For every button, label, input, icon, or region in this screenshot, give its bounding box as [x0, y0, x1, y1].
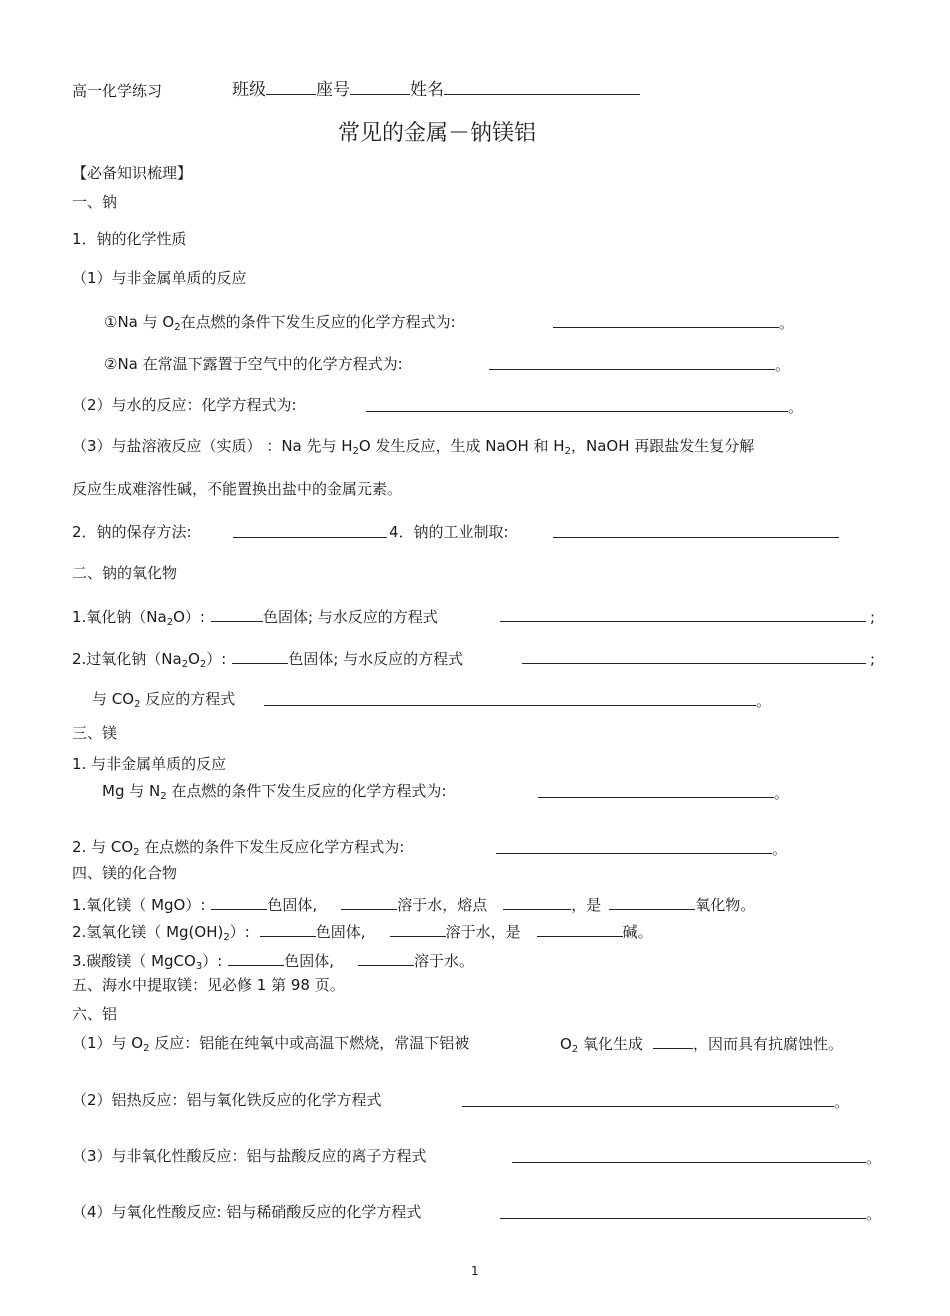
- na2o2-co2-answer-line: [264, 690, 771, 711]
- seat-label: 座号: [316, 80, 350, 100]
- al-thermite-blank[interactable]: [462, 1091, 834, 1107]
- text: O: [188, 650, 200, 668]
- period: 。: [772, 840, 788, 858]
- al-heading: 六、铝: [72, 1005, 118, 1023]
- na2o2-eq-answer-line: [522, 648, 875, 669]
- al-thermite: （2）铝热反应：铝与氧化铁反应的化学方程式: [72, 1091, 382, 1109]
- al-acid1-blank[interactable]: [512, 1147, 866, 1163]
- text: 2.氢氧化镁（ Mg(OH): [72, 923, 224, 941]
- sub: 2: [134, 699, 141, 710]
- sodium-storage-answer-line: [233, 522, 387, 543]
- al-acid2-answer-line: [500, 1203, 881, 1224]
- sodium-q1-sub: 2: [174, 322, 181, 333]
- text: O: [560, 1035, 572, 1053]
- class-blank[interactable]: [266, 79, 316, 95]
- mgoh2-type-blank[interactable]: [537, 921, 623, 937]
- mgco3-line: [72, 950, 474, 971]
- course-label: 高一化学练习: [72, 82, 163, 100]
- seat-blank[interactable]: [350, 79, 410, 95]
- text: （1）与 O: [72, 1034, 144, 1052]
- sodium-industry-answer-line: [553, 522, 839, 543]
- al-acid2-blank[interactable]: [500, 1203, 866, 1219]
- page-number: 1: [471, 1264, 479, 1278]
- mgoh2-color-blank[interactable]: [260, 921, 316, 937]
- al-acid1-answer-line: [512, 1147, 881, 1168]
- sub: 2: [133, 847, 140, 858]
- sub: 2: [143, 1043, 150, 1054]
- text: 氧化生成: [578, 1035, 643, 1053]
- page-title: 常见的金属－钠镁铝: [338, 121, 537, 146]
- al-o2-cont: [560, 1033, 843, 1054]
- name-label: 姓名: [410, 80, 444, 100]
- text: 溶于水，是: [445, 923, 521, 941]
- sodium-q1-blank[interactable]: [553, 312, 779, 328]
- period: 。: [788, 398, 804, 416]
- text: 2.过氧化钠（Na: [72, 650, 182, 668]
- period: 。: [779, 314, 795, 332]
- sodium-water-answer-line: [366, 396, 803, 417]
- na2o2-co2: [92, 689, 235, 709]
- sodium-chem-props: 1．钠的化学性质: [72, 230, 187, 248]
- text: 在点燃的条件下发生反应的化学方程式为:: [166, 782, 447, 800]
- mgo-line: [72, 894, 755, 915]
- na2o-color-blank[interactable]: [211, 606, 263, 622]
- period: 。: [866, 1149, 882, 1167]
- class-label: 班级: [232, 80, 266, 100]
- al-acid1: （3）与非氧化性酸反应：铝与盐酸反应的离子方程式: [72, 1147, 427, 1165]
- sub: 2: [166, 617, 174, 628]
- na2o2-color-blank[interactable]: [232, 648, 288, 664]
- period: 。: [866, 1205, 882, 1223]
- text: ）:: [229, 923, 250, 941]
- sub: 2: [199, 659, 207, 670]
- sodium-q2-answer-line: [489, 354, 790, 375]
- mgoh2-sol-blank[interactable]: [390, 921, 446, 937]
- sodium-oxide-heading: 二、钠的氧化物: [72, 564, 178, 582]
- mgo-mp-blank[interactable]: [503, 894, 571, 910]
- mgoh2-line: [72, 921, 653, 942]
- sodium-heading: 一、钠: [72, 193, 118, 211]
- sub: 2: [160, 791, 167, 802]
- period: 。: [834, 1093, 850, 1111]
- sodium-water-blank[interactable]: [366, 396, 788, 412]
- sodium-nonmetal: （1）与非金属单质的反应: [72, 269, 247, 287]
- sodium-salt-text2: O 发生反应，生成 NaOH 和 H: [358, 437, 565, 455]
- mgo-color-blank[interactable]: [211, 894, 267, 910]
- sodium-q2-blank[interactable]: [489, 354, 775, 370]
- text: 1.氧化镁（ MgO）:: [72, 896, 206, 914]
- text: 1.氧化钠（Na: [72, 608, 167, 626]
- mg-n2: [102, 781, 446, 801]
- na2o-eq-answer-line: [500, 606, 875, 627]
- student-info-line: [232, 79, 640, 100]
- text: Mg 与 N: [102, 782, 161, 800]
- text: 溶于水，熔点: [397, 896, 488, 914]
- mg-heading: 三、镁: [72, 724, 118, 742]
- text: 色固体; 与水反应的方程式: [262, 608, 438, 626]
- text: ）:: [206, 650, 227, 668]
- na2o2-eq-blank[interactable]: [522, 648, 866, 664]
- text: 碱。: [622, 923, 653, 941]
- al-oxide-blank[interactable]: [653, 1033, 693, 1049]
- period: 。: [774, 784, 790, 802]
- sodium-storage-blank[interactable]: [233, 522, 387, 538]
- sodium-q1: [104, 312, 456, 332]
- sodium-q1-text: ①Na 与 O: [104, 313, 175, 331]
- na2o2-co2-blank[interactable]: [264, 690, 756, 706]
- name-blank[interactable]: [444, 79, 640, 95]
- sodium-oxide-q2: [72, 648, 463, 669]
- text: 色固体; 与水反应的方程式: [288, 650, 464, 668]
- sub: 2: [181, 659, 189, 670]
- sodium-salt-text: （3）与盐溶液反应（实质） ：Na 先与 H: [72, 437, 353, 455]
- text: 反应：铝能在纯氧中或高温下燃烧，常温下铝被: [149, 1034, 470, 1052]
- mg-comp-heading: 四、镁的化合物: [72, 864, 178, 882]
- sub: 2: [352, 446, 359, 457]
- period: 。: [756, 692, 772, 710]
- text: ，因而具有抗腐蚀性。: [692, 1035, 843, 1053]
- al-o2: [72, 1033, 469, 1053]
- text: 氧化物。: [695, 896, 756, 914]
- sodium-industry-blank[interactable]: [553, 522, 839, 538]
- mg-nonmetal: 1. 与非金属单质的反应: [72, 755, 227, 773]
- sodium-q2: ②Na 在常温下露置于空气中的化学方程式为:: [104, 355, 403, 373]
- mgco3-sol-blank[interactable]: [358, 950, 414, 966]
- text: ，是: [571, 896, 602, 914]
- section-tag: 【必备知识梳理】: [72, 164, 193, 182]
- mg-n2-answer-line: [538, 782, 789, 803]
- sub: 2: [223, 932, 230, 943]
- sub: 3: [195, 961, 203, 972]
- text: 溶于水。: [414, 952, 475, 970]
- sodium-industry: 4．钠的工业制取:: [389, 523, 509, 541]
- text: 色固体,: [267, 896, 318, 914]
- al-acid2: （4）与氧化性酸反应: 铝与稀硝酸反应的化学方程式: [72, 1203, 422, 1221]
- text: 色固体,: [284, 952, 335, 970]
- na2o-eq-blank[interactable]: [500, 606, 866, 622]
- sodium-q1-text2: 在点燃的条件下发生反应的化学方程式为:: [180, 313, 456, 331]
- mg-co2: [72, 837, 404, 857]
- text: 在点燃的条件下发生反应化学方程式为:: [139, 838, 405, 856]
- seawater-mg: 五、海水中提取镁：见必修 1 第 98 页。: [72, 976, 345, 994]
- text: 3.碳酸镁（ MgCO: [72, 952, 196, 970]
- sodium-q1-answer-line: [553, 312, 794, 333]
- mg-co2-answer-line: [496, 838, 787, 859]
- period: 。: [775, 356, 791, 374]
- text: 2. 与 CO: [72, 838, 134, 856]
- sodium-storage: 2．钠的保存方法:: [72, 523, 192, 541]
- al-thermite-answer-line: [462, 1091, 849, 1112]
- mg-n2-blank[interactable]: [538, 782, 774, 798]
- text: O）:: [173, 608, 205, 626]
- text: 反应的方程式: [140, 690, 236, 708]
- sodium-salt-cont: 反应生成难溶性碱，不能置换出盐中的金属元素。: [72, 480, 403, 498]
- sodium-salt-text3: ，NaOH 再跟盐发生复分解: [570, 437, 755, 455]
- semicolon: ;: [870, 608, 876, 626]
- sodium-salt: [72, 436, 754, 456]
- text: 与 CO: [92, 690, 135, 708]
- sub: 2: [564, 446, 571, 457]
- sub: 2: [571, 1044, 579, 1055]
- mgo-type-blank[interactable]: [609, 894, 695, 910]
- sodium-oxide-q1: [72, 606, 438, 627]
- sodium-water: （2）与水的反应：化学方程式为:: [72, 396, 297, 414]
- text: ）:: [202, 952, 223, 970]
- mgo-sol-blank[interactable]: [341, 894, 397, 910]
- text: 色固体,: [315, 923, 366, 941]
- mgco3-color-blank[interactable]: [228, 950, 284, 966]
- mg-co2-blank[interactable]: [496, 838, 772, 854]
- semicolon: ;: [870, 650, 876, 668]
